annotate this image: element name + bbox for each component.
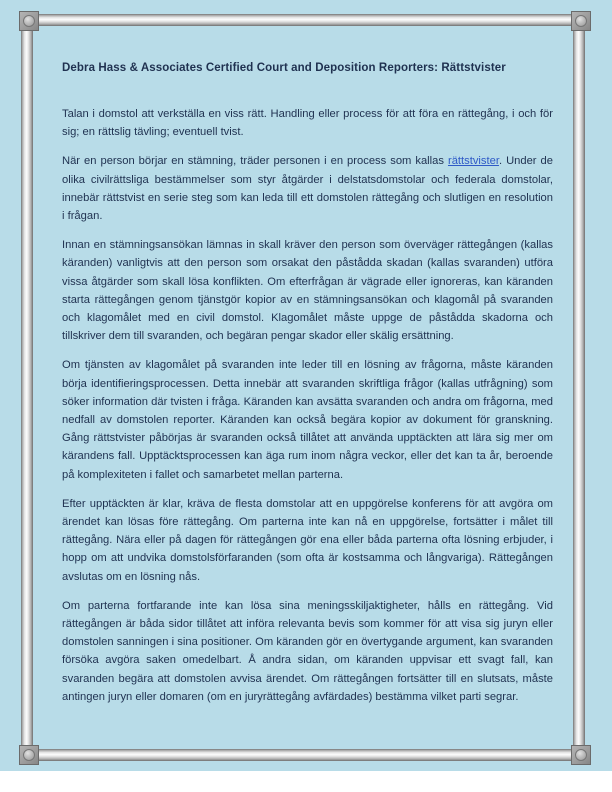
- paragraph-text: När en person börjar en stämning, träder personen i en process som kallas: [62, 155, 448, 168]
- paragraph-text: Talan i domstol att verkställa en viss rätt. Handling eller process för att föra en rättegång, i och för sig; en rättslig tävling; eventuell tvist.: [62, 108, 553, 139]
- frame-bottom-bar: [37, 749, 572, 761]
- frame-corner-bottom-right: [571, 745, 591, 765]
- paragraph-text: Om tjänsten av klagomålet på svaranden inte leder till en lösning av frågorna, måste käranden börja identifieringsprocessen. Detta innebär att svaranden skriftliga frågor (kallas utfrågning) som söker information där tvisten i fråga. Käranden kan avsätta svaranden och andra om frågorna, med nedfall av domstolen reporter. Käranden kan också begära kopior av dokument för granskning. Gång rättstvister påbörjas är svaranden också tillåtet att använda upptäckten att lära sig mer om kärandens fall. Upptäcktsprocessen kan äga rum inom några veckor, eller det kan ta år, beroende på komplexiteten i fallet och samarbetet mellan parterna.: [62, 359, 553, 481]
- frame-corner-bottom-left: [19, 745, 39, 765]
- frame-corner-top-right: [571, 11, 591, 31]
- frame-right-bar: [573, 29, 585, 746]
- paragraph-trial: [62, 597, 553, 706]
- frame-top-bar: [37, 14, 572, 26]
- bolt-icon: [23, 749, 35, 761]
- paragraph-text: . Under de olika civilrättsliga bestämmelser som styr åtgärder i delstatsdomstolar och federala domstolar, innebär rättstvist en serie steg som kan leda till ett domstolen rättegång och slutligen en resolution i frågan.: [62, 155, 553, 223]
- page-title: Debra Hass & Associates Certified Court and Deposition Reporters: Rättstvister: [62, 62, 506, 74]
- bolt-icon: [575, 749, 587, 761]
- frame-corner-top-left: [19, 11, 39, 31]
- paragraph-litigation-intro: [62, 152, 553, 225]
- bolt-icon: [23, 15, 35, 27]
- paragraph-text: Om parterna fortfarande inte kan lösa sina meningsskiljaktigheter, hålls en rättegång. Vid rättegången är båda sidor tillåtet att införa relevanta bevis som kommer för att visa sig juryn eller domstolen sanningen i sina positioner. Om käranden gör en övertygande argument, kan svaranden försöka avgöra saken omedelbart. Å andra sidan, om käranden uppvisar ett svagt fall, kan svaranden begära att domstolen avvisa ärendet. Om rättegången fortsätter till en slutsats, måste antingen juryn eller domaren (om en juryrättegång avfärdades) bestämma vilket parti segrar.: [62, 599, 553, 703]
- paragraph-text: Innan en stämningsansökan lämnas in skall kräver den person som överväger rättegången (kallas käranden) vanligtvis att den person som orsakat den påstådda skadan (kallas svaranden) utföra vissa åtgärder som skall lösa konflikten. Om efterfrågan är vägrade eller ignoreras, kan käranden starta rättegången genom tjänstgör kopior av en stämningsansökan och klagomål på svaranden och klagomålet med en civil domstol. Klagomålet måste uppge de påstådda skadorna och tillskriver dem till svaranden, och begäran pengar skador eller skälig ersättning.: [62, 239, 553, 343]
- document-body: [62, 62, 553, 717]
- paragraph-definition: [62, 105, 553, 141]
- bolt-icon: [575, 15, 587, 27]
- rattstvister-link[interactable]: rättstvister: [447, 155, 499, 168]
- paragraph-discovery-process: [62, 356, 553, 483]
- paragraph-text: Efter upptäckten är klar, kräva de flesta domstolar att en uppgörelse konferens för att avgöra om ärendet kan lösas före rättegång. Om parterna inte kan nå en uppgörelse, fortsätter i målet till rättegång. Nära eller på dagen för rättegången gör ena eller båda parterna ofta lösning erbjuder, i hopp om att undvika domstolsförfaranden (som ofta är kostsamma och långvariga). Rättegången avslutas om en lösning nås.: [62, 497, 553, 583]
- paragraph-complaint-filing: [62, 236, 553, 345]
- frame-left-bar: [21, 29, 33, 746]
- paragraph-settlement-conference: [62, 495, 553, 586]
